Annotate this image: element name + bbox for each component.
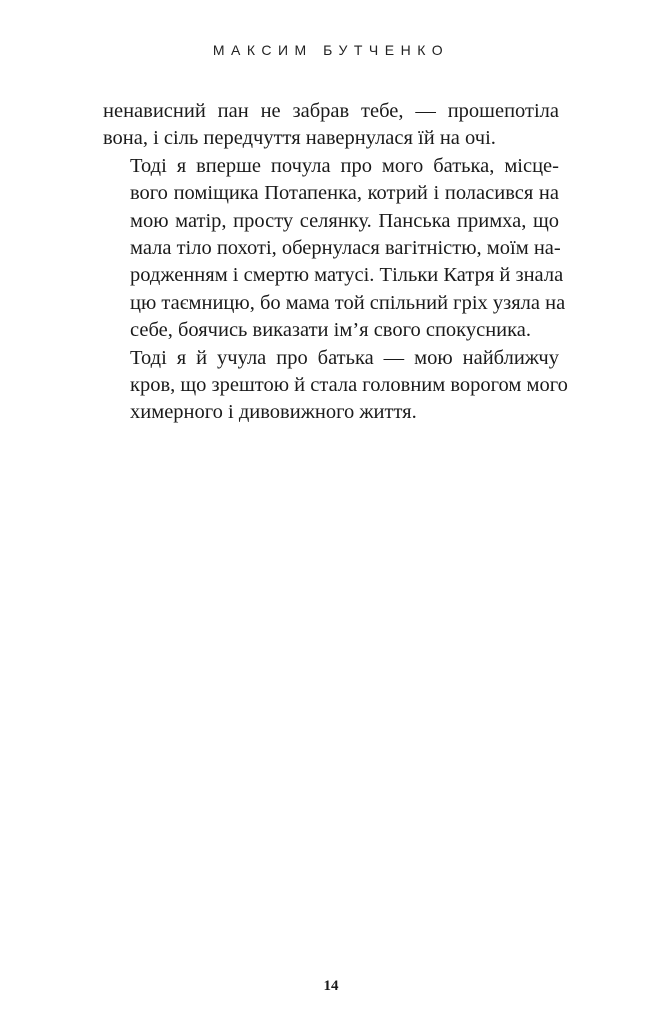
text-line: мою матір, просту селянку. Панська примха, що [130, 209, 559, 232]
paragraph-3 [103, 345, 568, 427]
body-text [103, 98, 568, 427]
text-line: мала тіло похоті, обернулася вагітністю, моїм на- [130, 237, 561, 260]
page-number: 14 [323, 978, 339, 994]
text-line: ненависний пан не забрав тебе, — прошепотіла [103, 100, 559, 122]
text-line: себе, боячись виказати ім’я свого спокусника. [130, 319, 532, 342]
text-line: Тоді я вперше почула про мого батька, місце- [130, 154, 559, 177]
text-line: цю таємницю, бо мама той спільний гріх узяла на [130, 291, 566, 314]
text-line: Тоді я й учула про батька — мою найближчу [130, 346, 559, 369]
text-line: кров, що зрештою й стала головним ворогом мого [130, 374, 568, 397]
paragraph-2 [103, 153, 566, 345]
text-line: родженням і смертю матусі. Тільки Катря й знала [130, 264, 564, 287]
text-line: вона, і сіль передчуття навернулася їй на очі. [103, 127, 496, 150]
paragraph-1 [103, 98, 559, 153]
running-head: МАКСИМ БУТЧЕНКО [212, 42, 450, 58]
text-line: химерного і дивовижного життя. [130, 401, 417, 424]
text-line: вого поміщика Потапенка, котрий і поласився на [130, 182, 559, 205]
